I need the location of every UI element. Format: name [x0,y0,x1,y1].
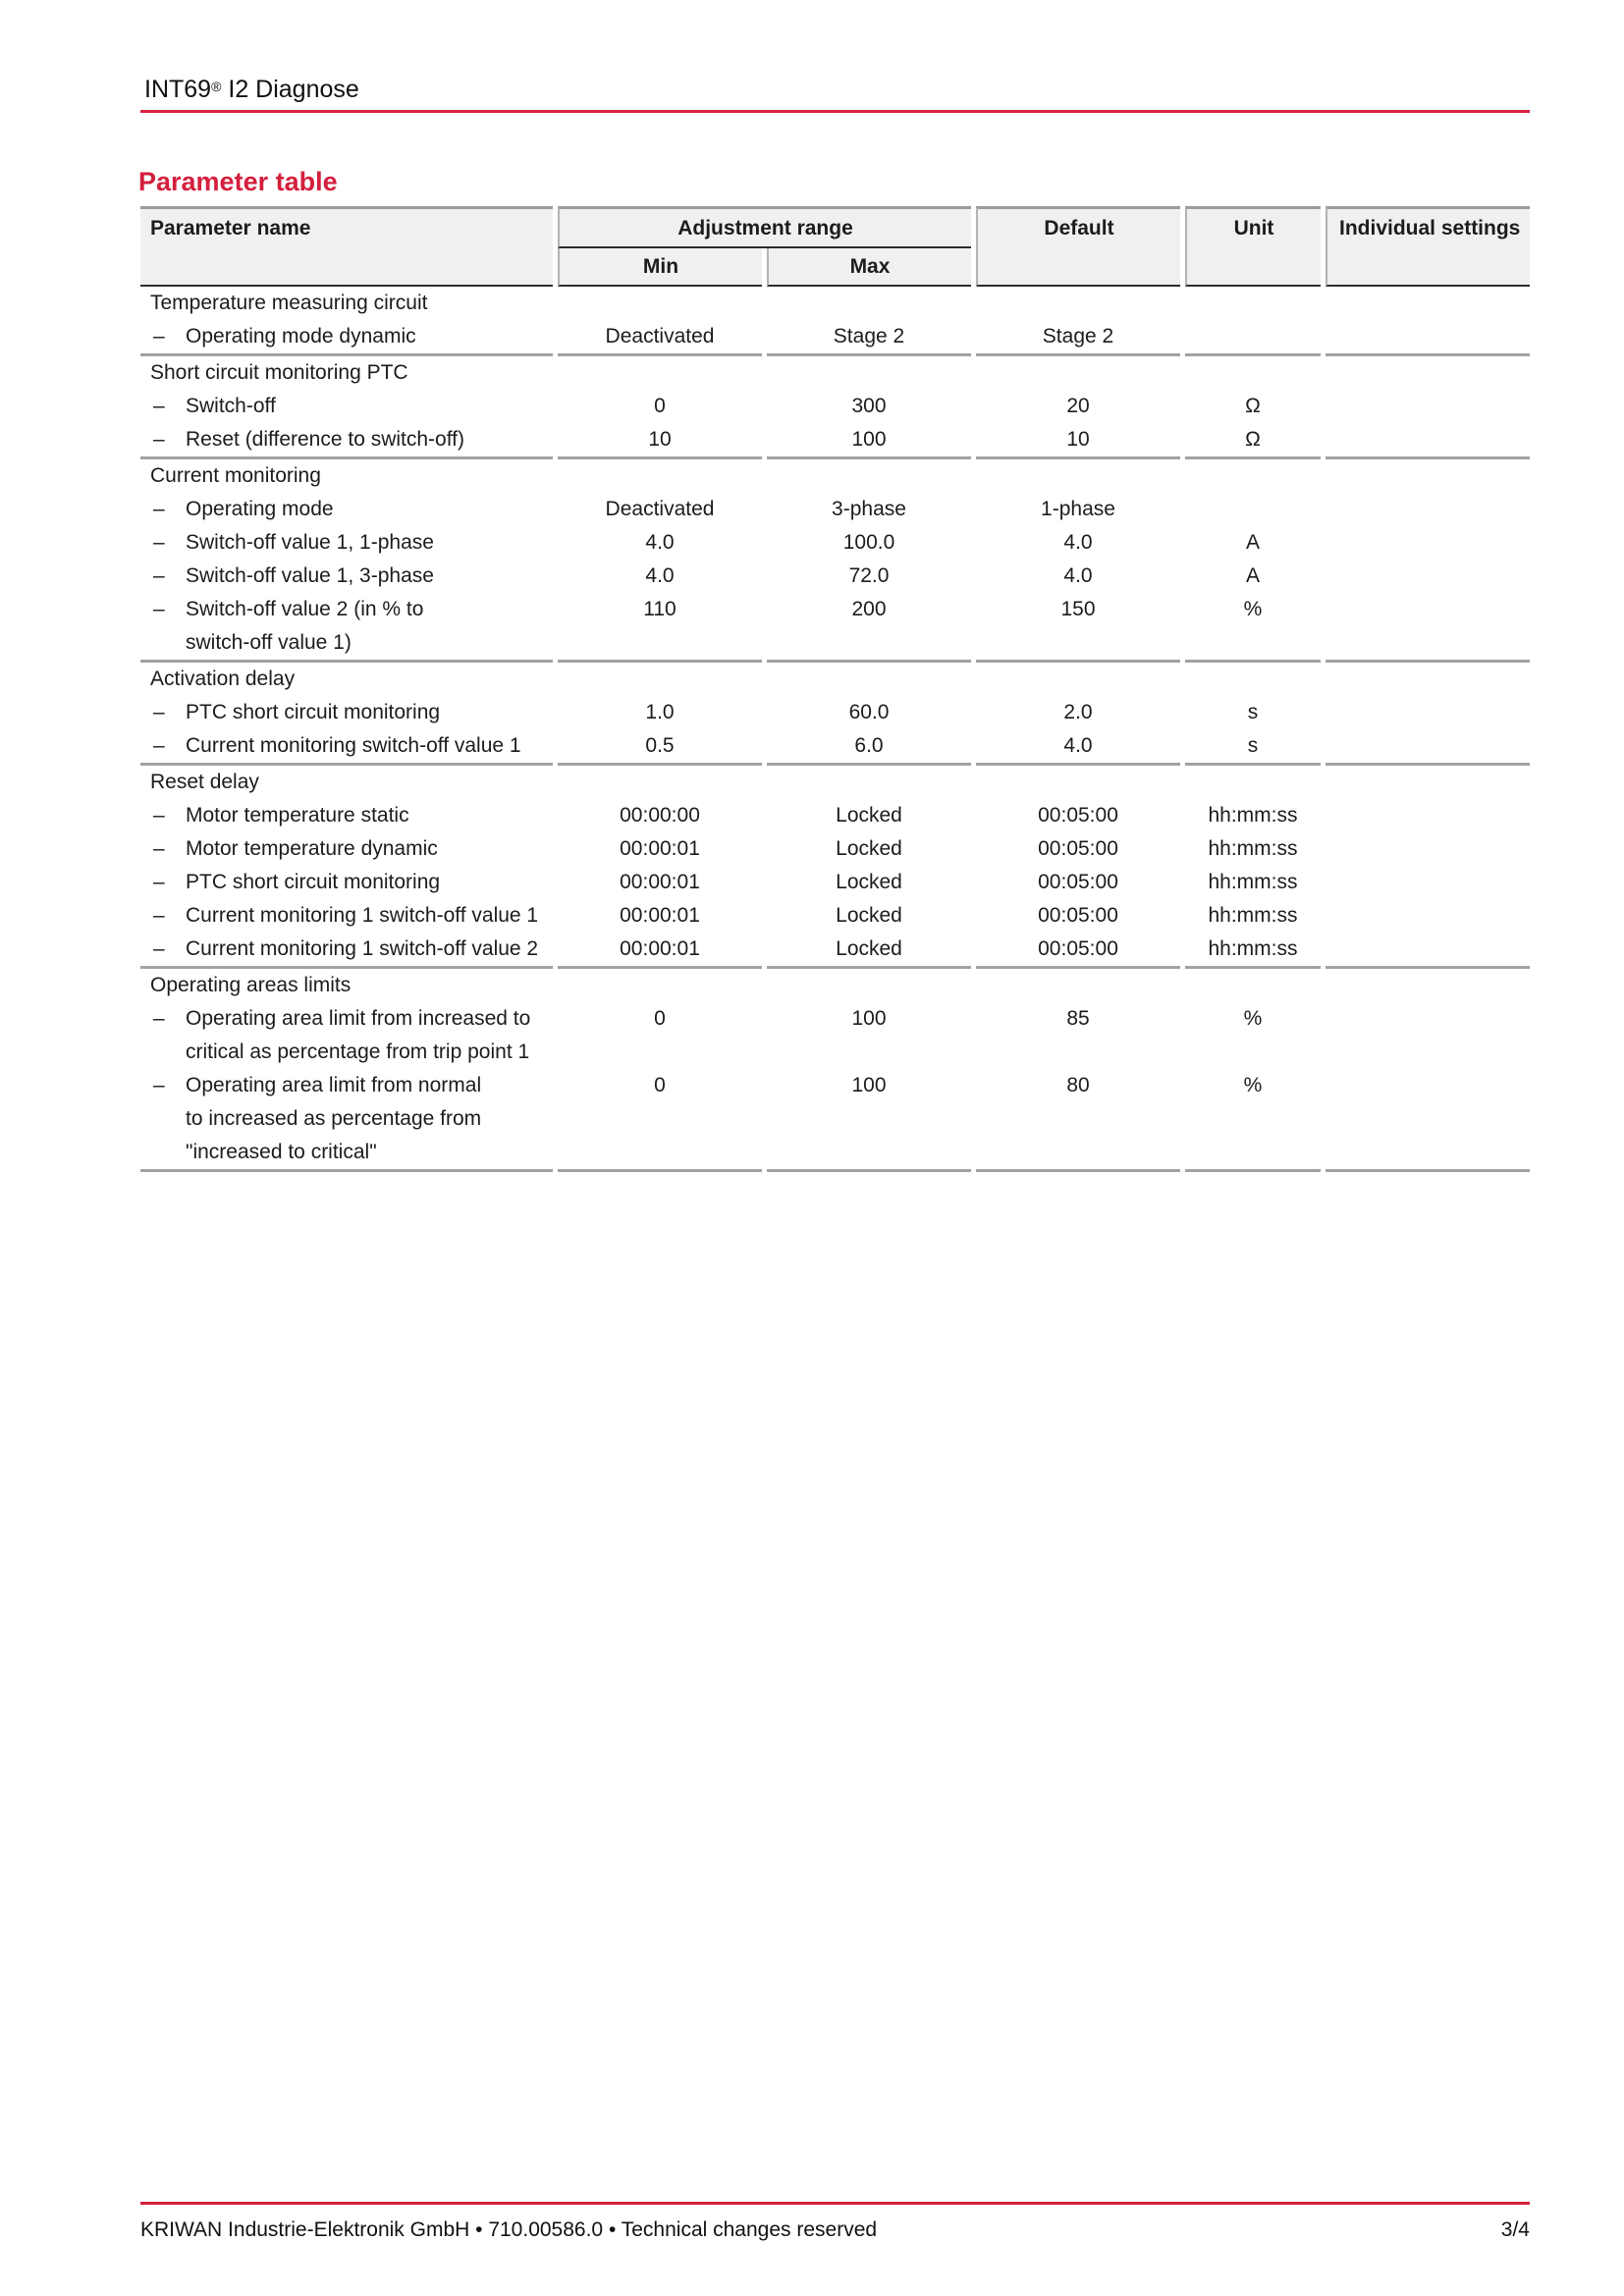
default-value-cell: 00:05:00 [976,933,1180,969]
table-header [140,206,1530,287]
parameter-name-cell [140,866,553,899]
parameter-name-cell [140,899,553,933]
max-value-cell: Stage 2 [767,320,971,356]
max-value-cell: 3-phase [832,498,906,520]
parameter-name-cell [140,933,553,969]
table-row [140,866,1530,899]
min-value-cell: 0.5 [558,729,762,766]
page-title-product: I2 Diagnose [221,76,359,103]
table-row [140,423,1530,459]
individual-value-cell [1326,729,1530,766]
unit-value-cell: hh:mm:ss [1208,871,1298,893]
individual-value-cell [1326,390,1530,423]
parameter-name-text: Switch-off value 1, 3-phase [186,564,434,587]
column-header-max: Max [767,248,971,287]
individual-value-cell [1326,320,1530,356]
parameter-name-cell [140,493,553,526]
section-row [140,969,1530,1002]
table-row [140,899,1530,933]
default-value-cell: 00:05:00 [1038,837,1118,860]
individual-value-cell [1326,423,1530,459]
parameter-table-heading: Parameter table [138,167,338,196]
individual-value-cell [1326,1069,1530,1172]
unit-value-cell [1185,493,1321,526]
table-row [140,832,1530,866]
min-value-cell: 00:00:01 [620,904,700,927]
parameter-name-text: Current monitoring 1 switch-off value 2 [186,937,539,960]
section-title: Temperature measuring circuit [150,292,428,314]
registered-trademark-symbol: ® [211,79,222,94]
min-value-cell: 10 [558,423,762,459]
default-value-cell: 00:05:00 [1038,804,1118,827]
min-value-cell: 00:00:01 [620,837,700,860]
max-value-cell: 100 [851,1007,887,1030]
individual-value-cell [1326,560,1530,593]
parameter-name-text: Operating mode dynamic [186,325,416,347]
dash-bullet: – [153,904,165,927]
parameter-name-text: Current monitoring switch-off value 1 [186,734,521,757]
parameter-name-cell: – Switch-off value 2 (in % to switch-off value 1) [140,593,553,663]
column-header-adjustment-range: Adjustment range [558,206,971,248]
unit-value-cell: hh:mm:ss [1208,804,1298,827]
page-title [144,73,359,103]
page-footer [140,2216,1530,2245]
table-row [140,799,1530,832]
parameter-name-text: Operating area limit from increased to [186,1007,531,1030]
parameter-name-text: Switch-off [186,395,276,417]
min-value-cell: Deactivated [558,320,762,356]
individual-value-cell [1326,832,1530,866]
unit-value-cell: s [1185,729,1321,766]
min-value-cell: 00:00:01 [558,933,762,969]
default-value-cell: 85 [1066,1007,1090,1030]
section-row [140,766,1530,799]
max-value-cell: Locked [836,837,902,860]
table-row [140,493,1530,526]
individual-value-cell [1326,696,1530,729]
dash-bullet: – [153,564,165,587]
default-value-cell: 10 [976,423,1180,459]
min-value-cell: Deactivated [605,498,715,520]
min-value-cell: 0 [654,395,666,417]
dash-bullet: – [153,1007,165,1030]
column-header-unit: Unit [1185,206,1321,287]
dash-bullet: – [153,1074,165,1096]
footer-company-info: KRIWAN Industrie-Elektronik GmbH • 710.00586.0 • Technical changes reserved [140,2218,878,2241]
parameter-table [140,206,1535,1172]
dash-bullet: – [153,531,165,554]
parameter-name-cell: – Operating area limit from increased to critical as percentage from trip point 1 [140,1002,553,1069]
individual-value-cell [1326,526,1530,560]
dash-bullet: – [153,734,165,757]
unit-value-cell: hh:mm:ss [1185,933,1321,969]
unit-value-cell: s [1247,701,1259,723]
min-value-cell: 4.0 [645,564,675,587]
parameter-name-text: Motor temperature static [186,804,409,827]
table-row [140,560,1530,593]
unit-value-cell: Ω [1185,423,1321,459]
header-divider-rule [140,110,1530,113]
unit-value-cell: % [1185,593,1321,663]
column-header-default: Default [976,206,1180,287]
parameter-name-cell [140,729,553,766]
unit-value-cell: % [1243,1007,1263,1030]
max-value-cell: Locked [836,804,902,827]
table-row [140,696,1530,729]
max-value-cell: 72.0 [848,564,890,587]
table-row [140,593,1530,663]
page-title-brand: INT69 [144,76,212,103]
unit-value-cell [1185,320,1321,356]
default-value-cell: 1-phase [1041,498,1115,520]
unit-value-cell: hh:mm:ss [1208,904,1298,927]
table-row [140,1069,1530,1172]
table-body [140,287,1530,1172]
individual-value-cell [1326,493,1530,526]
min-value-cell: 4.0 [645,531,675,554]
parameter-name-cell [140,320,553,356]
dash-bullet: – [153,871,165,893]
section-title: Current monitoring [150,464,321,487]
parameter-name-cell [140,560,553,593]
min-value-cell: 1.0 [645,701,675,723]
max-value-cell: Locked [767,933,971,969]
section-row [140,287,1530,320]
footer-divider-rule [140,2202,1530,2205]
table-row [140,1002,1530,1069]
parameter-name-cell [140,390,553,423]
parameter-name-text: Operating mode [186,498,334,520]
column-header-min: Min [558,248,762,287]
parameter-name-text: Operating area limit from normal [186,1074,482,1096]
default-value-cell: 4.0 [1063,531,1093,554]
default-value-cell: 80 [976,1069,1180,1172]
individual-value-cell [1326,1002,1530,1069]
min-value-cell: 00:00:00 [620,804,700,827]
parameter-name-cell [140,799,553,832]
max-value-cell: 300 [851,395,887,417]
dash-bullet: – [153,498,165,520]
unit-value-cell: % [1185,1069,1321,1172]
max-value-cell: 100 [767,1069,971,1172]
max-value-cell: Locked [836,871,902,893]
parameter-name-text: Current monitoring 1 switch-off value 1 [186,904,539,927]
dash-bullet: – [153,598,165,620]
table-row [140,729,1530,766]
section-title: Reset delay [150,771,259,793]
default-value-cell: 2.0 [1063,701,1093,723]
section-title: Short circuit monitoring PTC [150,361,408,384]
default-value-cell: 20 [1066,395,1090,417]
individual-value-cell [1326,593,1530,663]
parameter-name-cell [140,526,553,560]
parameter-name-text: Switch-off value 1, 1-phase [186,531,434,554]
default-value-cell: 00:05:00 [1038,871,1118,893]
default-value-cell: 150 [976,593,1180,663]
unit-value-cell: A [1245,531,1260,554]
parameter-name-text: PTC short circuit monitoring [186,871,441,893]
section-title: Activation delay [150,667,296,690]
unit-value-cell: hh:mm:ss [1208,837,1298,860]
section-row [140,663,1530,696]
max-value-cell: 200 [767,593,971,663]
parameter-table-grid [135,206,1535,1172]
individual-value-cell [1326,799,1530,832]
dash-bullet: – [153,837,165,860]
individual-value-cell [1326,899,1530,933]
column-header-parameter-name: Parameter name [140,206,553,287]
individual-value-cell [1326,866,1530,899]
table-row [140,390,1530,423]
max-value-cell: Locked [836,904,902,927]
parameter-name-text: Motor temperature dynamic [186,837,438,860]
dash-bullet: – [153,428,165,451]
dash-bullet: – [153,937,165,960]
dash-bullet: – [153,701,165,723]
unit-value-cell: Ω [1245,395,1261,417]
parameter-name-cell [140,423,553,459]
min-value-cell: 110 [558,593,762,663]
column-header-individual-settings: Individual settings [1326,206,1530,287]
default-value-cell: 00:05:00 [1038,904,1118,927]
max-value-cell: 6.0 [767,729,971,766]
dash-bullet: – [153,804,165,827]
max-value-cell: 60.0 [848,701,890,723]
max-value-cell: 100 [767,423,971,459]
section-row [140,459,1530,493]
parameter-name-text: Switch-off value 2 (in % to [186,598,424,620]
max-value-cell: 100.0 [842,531,895,554]
min-value-cell: 00:00:01 [620,871,700,893]
default-value-cell: 4.0 [1063,564,1093,587]
parameter-name-text: PTC short circuit monitoring [186,701,441,723]
unit-value-cell: A [1245,564,1260,587]
parameter-name-text: Reset (difference to switch-off) [186,428,465,451]
default-value-cell: 4.0 [976,729,1180,766]
default-value-cell: Stage 2 [976,320,1180,356]
parameter-name-cell [140,696,553,729]
table-row [140,526,1530,560]
parameter-name-cell: – Operating area limit from normal to increased as percentage from "increased to critical" [140,1069,553,1172]
section-row [140,356,1530,390]
section-title: Operating areas limits [150,974,352,996]
table-row [140,933,1530,969]
table-row [140,320,1530,356]
table-header-row-1 [140,206,1530,248]
min-value-cell: 0 [558,1069,762,1172]
parameter-name-cell [140,832,553,866]
dash-bullet: – [153,325,165,347]
page-number: 3/4 [1500,2218,1530,2241]
individual-value-cell [1326,933,1530,969]
dash-bullet: – [153,395,165,417]
min-value-cell: 0 [654,1007,666,1030]
